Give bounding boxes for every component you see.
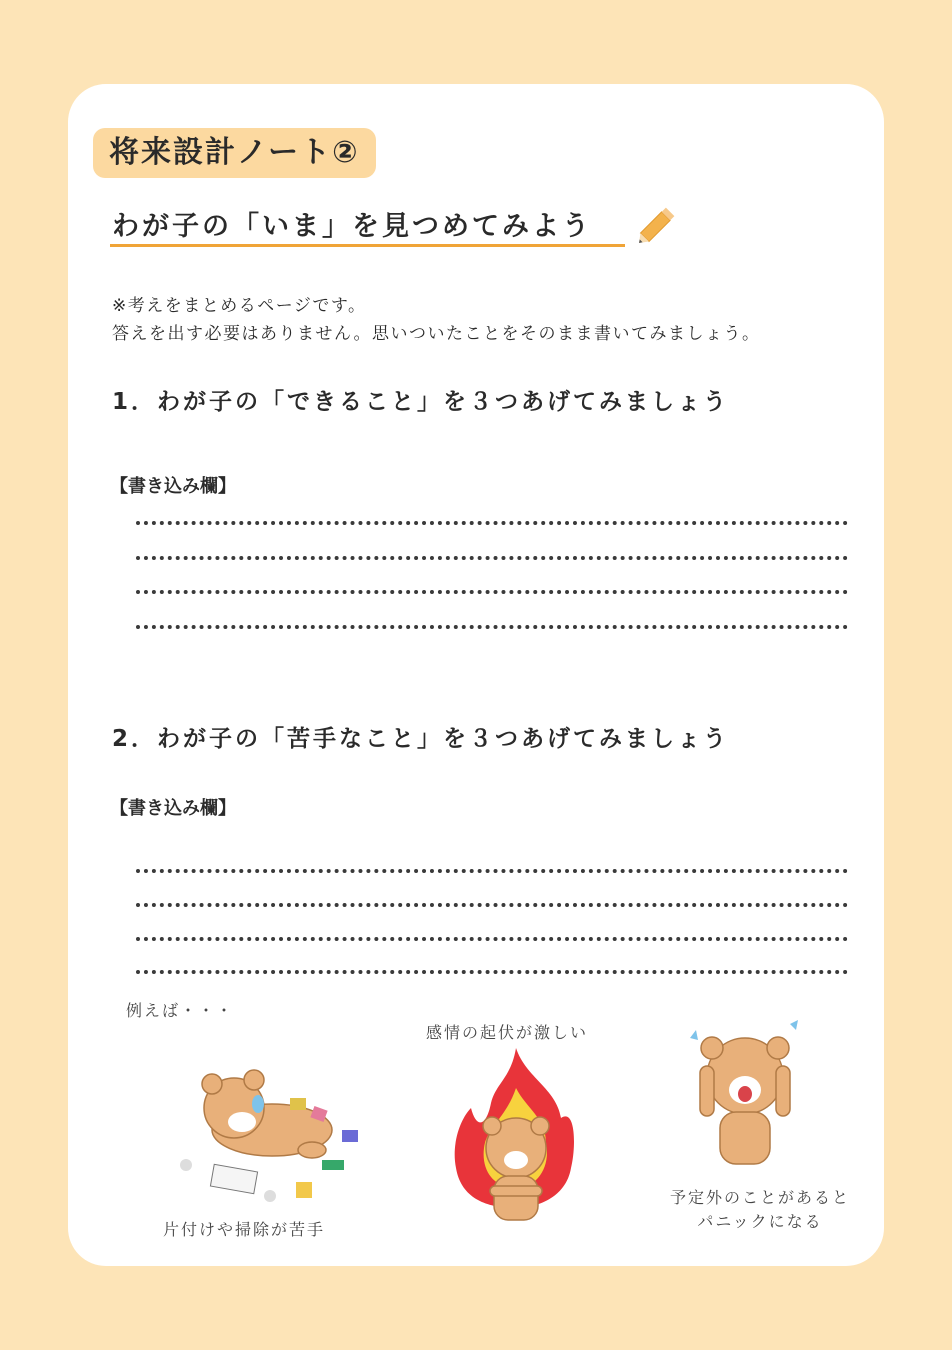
examples-lead: 例えば・・・ <box>126 1001 235 1020</box>
write-line[interactable] <box>136 869 848 873</box>
pencil-icon <box>630 200 682 252</box>
note-line-2: 答えを出す必要はありません。思いついたことをそのまま書いてみましょう。 <box>112 324 761 344</box>
question-1: 1．わが子の「できること」を３つあげてみましょう <box>112 389 730 415</box>
write-line[interactable] <box>136 521 848 525</box>
bear-angry-illustration <box>446 1048 586 1238</box>
subtitle: わが子の「いま」を見つめてみよう <box>112 211 592 242</box>
write-line[interactable] <box>136 903 848 907</box>
bear-panic-illustration <box>680 1018 810 1178</box>
bear-lying-illustration <box>172 1060 372 1210</box>
write-line[interactable] <box>136 970 848 974</box>
example-caption-3 <box>670 1186 850 1234</box>
write-line[interactable] <box>136 590 848 594</box>
page-title: 将来設計ノート② <box>93 128 376 178</box>
note-line-1: ※考えをまとめるページです。 <box>112 296 367 316</box>
example-caption-3-line-1: 予定外のことがあると <box>670 1188 851 1207</box>
write-line[interactable] <box>136 625 848 629</box>
example-caption-1: 片付けや掃除が苦手 <box>163 1220 326 1239</box>
subtitle-underline <box>110 244 625 247</box>
example-caption-3-line-2: パニックになる <box>697 1212 823 1231</box>
question-2: 2．わが子の「苦手なこと」を３つあげてみましょう <box>112 726 730 752</box>
instruction-note <box>112 292 761 348</box>
write-line[interactable] <box>136 937 848 941</box>
write-line[interactable] <box>136 556 848 560</box>
example-caption-2: 感情の起伏が激しい <box>426 1023 589 1042</box>
write-area-label-2: 【書き込み欄】 <box>110 798 236 819</box>
write-area-label-1: 【書き込み欄】 <box>110 476 236 497</box>
